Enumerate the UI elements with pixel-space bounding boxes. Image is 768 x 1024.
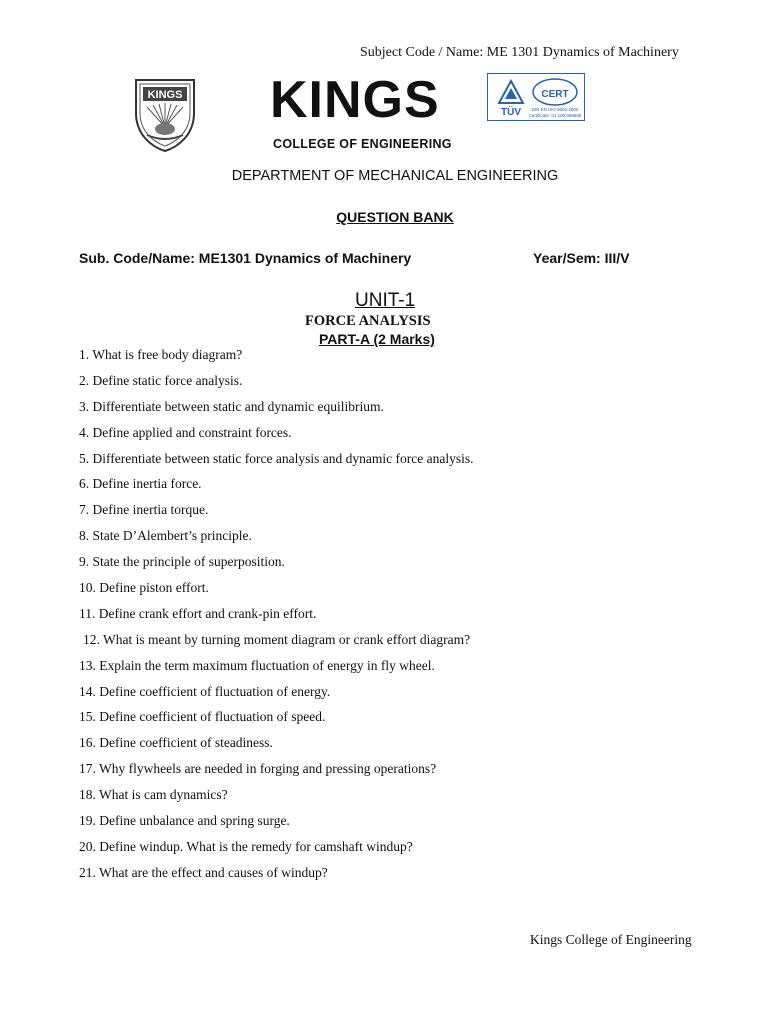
question-item: 10. Define piston effort. <box>79 580 209 596</box>
year-semester: Year/Sem: III/V <box>533 250 630 266</box>
question-item: 2. Define static force analysis. <box>79 372 243 388</box>
crest-text: KINGS <box>147 89 183 101</box>
footer-text: Kings College of Engineering <box>530 932 692 947</box>
question-item: 5. Differentiate between static force analysis and dynamic force analysis. <box>79 450 474 466</box>
tuv-label: TÜV <box>501 107 521 118</box>
question-item: 15. Define coefficient of fluctuation of speed. <box>79 709 326 725</box>
question-item: 13. Explain the term maximum fluctuation of energy in fly wheel. <box>79 657 435 673</box>
college-crest-icon <box>133 77 197 153</box>
department-title: DEPARTMENT OF MECHANICAL ENGINEERING <box>231 168 559 184</box>
question-item: 8. State D’Alembert’s principle. <box>79 528 252 544</box>
question-item: 3. Differentiate between static and dynamic equilibrium. <box>79 398 384 414</box>
question-item: 16. Define coefficient of steadiness. <box>79 735 273 751</box>
question-list <box>79 347 473 891</box>
cert-label: CERT <box>541 89 569 100</box>
question-item: 18. What is cam dynamics? <box>79 787 228 803</box>
question-item: 4. Define applied and constraint forces. <box>79 424 292 440</box>
question-item: 21. What are the effect and causes of windup? <box>79 864 328 880</box>
question-item: 19. Define unbalance and spring surge. <box>79 813 290 829</box>
document-title: QUESTION BANK <box>336 209 454 225</box>
tuv-certification-icon <box>487 73 585 121</box>
question-item: 20. Define windup. What is the remedy for camshaft windup? <box>79 838 413 854</box>
subject-code-name: Sub. Code/Name: ME1301 Dynamics of Machinery <box>79 250 412 266</box>
question-item: 9. State the principle of superposition. <box>79 554 285 570</box>
part-title: PART-A (2 Marks) <box>319 331 435 347</box>
question-item: 17. Why flywheels are needed in forging and pressing operations? <box>79 761 437 777</box>
question-item: 1. What is free body diagram? <box>79 347 243 362</box>
unit-title: UNIT-1 <box>355 290 416 311</box>
question-item: 12. What is meant by turning moment diagram or crank effort diagram? <box>83 631 471 647</box>
cert-number: Certificate: 01 100 058868 <box>528 113 582 118</box>
question-item: 7. Define inertia torque. <box>79 502 209 518</box>
brand-name: KINGS <box>270 71 440 129</box>
question-item: 6. Define inertia force. <box>79 476 202 492</box>
unit-topic: FORCE ANALYSIS <box>305 313 431 329</box>
subject-header: Subject Code / Name: ME 1301 Dynamics of Machinery <box>360 45 679 60</box>
question-item: 14. Define coefficient of fluctuation of energy. <box>79 683 331 699</box>
brand-subtitle: COLLEGE OF ENGINEERING <box>273 137 452 151</box>
question-item: 11. Define crank effort and crank-pin effort. <box>79 605 317 621</box>
cert-standard: DIN EN ISO 9001:2000 <box>531 107 579 112</box>
